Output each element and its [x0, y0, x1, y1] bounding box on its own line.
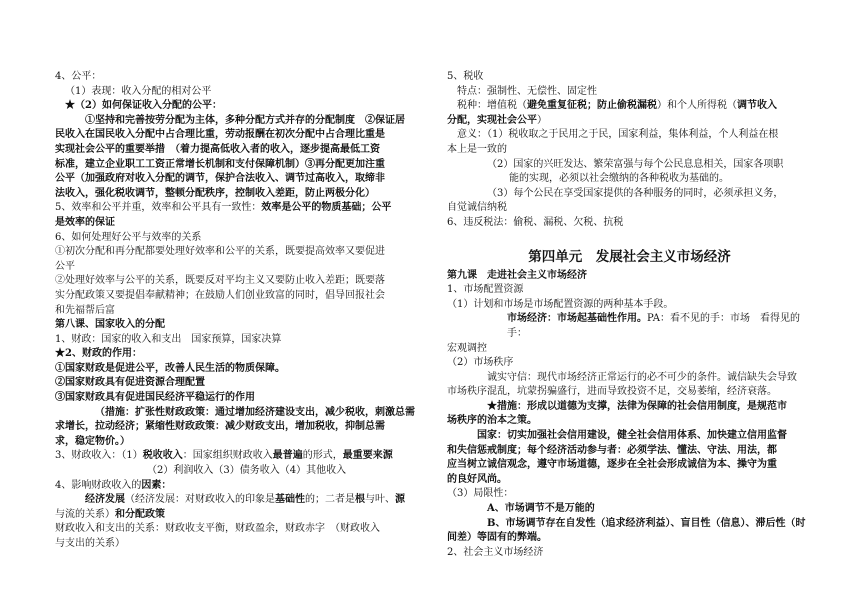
- text-span: ：国家组织财政收入: [182, 450, 273, 462]
- bold-span: 市场经济：市场起基础性作用。: [507, 313, 647, 325]
- text-line: 是效率的保证: [55, 216, 115, 228]
- text-span: 的形式，: [302, 450, 343, 462]
- text-line: 公平（加强政府对收入分配的调节，保护合法收入、调节过高收入，取缔非: [55, 173, 385, 185]
- text-line: [55, 479, 415, 494]
- bold-span: 最普遍: [272, 450, 303, 462]
- text-line: （2）利润收入（3）债务收入（4）其他收入: [147, 465, 347, 477]
- bold-span: 税收收入: [142, 450, 183, 462]
- bold-span: 分配，实现社会公平: [447, 114, 537, 126]
- text-line: 财政收入和支出的关系：财政收支平衡，财政盈余，财政赤字 （财政收入: [55, 523, 380, 535]
- text-line: [447, 114, 812, 129]
- text-line: 实分配政策又要提倡奉献精神；在鼓励人们创业致富的同时，倡导回报社会: [55, 289, 385, 301]
- text-line: ★措施：形成以道德为支撑，法律为保障的社会信用制度，是规范市: [487, 400, 787, 412]
- text-line: 实现社会公平的重要举措 （着力提高低收入者的收入，逐步提高最低工资: [55, 143, 380, 155]
- text-span: 5、效率和公平并重，效率和公平具有一致性：: [55, 202, 262, 214]
- text-span: 与流的关系）: [55, 508, 115, 520]
- text-line: ①坚持和完善按劳分配为主体，多种分配方式并存的分配制度 ②保证居: [85, 114, 405, 126]
- right-column: [447, 70, 812, 560]
- text-line: （措施：扩张性财政政策：通过增加经济建设支出，减少税收，刺激总需: [95, 406, 415, 418]
- text-line: 场秩序的治本之策。: [447, 415, 537, 427]
- text-line: 和失信惩戒制度；每个经济活动参与者：必须学法、懂法、守法、用法，都: [447, 444, 777, 456]
- subheading: ★2、财政的作用：: [55, 348, 142, 360]
- text-line: ①国家财政是促进公平，改善人民生活的物质保障。: [55, 362, 285, 374]
- text-line: [55, 449, 415, 464]
- text-line: 1、财政：国家的收入和支出 国家预算，国家决算: [55, 333, 282, 345]
- text-line: 公平: [55, 260, 75, 272]
- bold-span: 避免重复征税；防止偷税漏税: [527, 100, 657, 112]
- text-line: [55, 508, 415, 523]
- text-line: 本上是一致的: [447, 143, 507, 155]
- text-line: 4、公平：: [55, 71, 102, 82]
- text-line: 应当树立诚信观念，遵守市场道德，逐步在全社会形成诚信为本、操守为重: [447, 459, 777, 471]
- text-line: ①初次分配和再分配都要处理好效率和公平的关系，既要提高效率又要促进: [55, 246, 385, 258]
- bold-span: 因素：: [141, 479, 172, 491]
- bold-span: 效率是公平的物质基础；公平: [261, 202, 392, 214]
- text-line: （3）每个公民在享受国家提供的各种服务的同时，必须承担义务，: [487, 187, 784, 199]
- bold-span: 和分配政策: [115, 508, 165, 520]
- text-span: PA：看不见的手：市场 看得见的手：: [507, 313, 801, 339]
- text-line: 市场秩序混乱，坑蒙拐骗盛行，进而导致投资不足，交易萎缩，经济衰落。: [447, 386, 777, 398]
- text-line: 6、如何处理好公平与效率的关系: [55, 231, 202, 243]
- text-line: （1）计划和市场是市场配置资源的两种基本手段。: [447, 298, 674, 310]
- text-line: 自觉诚信纳税: [447, 202, 507, 214]
- text-line: 诚实守信：现代市场经济正常运行的必不可少的条件。诚信缺失会导致: [487, 371, 797, 383]
- text-line: （2）市场秩序: [447, 357, 514, 369]
- text-line: ②处理好效率与公平的关系，既要反对平均主义又要防止收入差距；既要落: [55, 275, 385, 287]
- text-line: ③国家财政具有促进国民经济平稳运行的作用: [55, 392, 255, 404]
- text-line: 6、违反税法：偷税、漏税、欠税、抗税: [447, 216, 624, 228]
- lesson-heading: 第八课、国家收入的分配: [55, 319, 165, 331]
- text-line: B、市场调节存在自发性（追求经济利益）、盲目性（信息）、滞后性（时: [487, 517, 806, 529]
- bold-span: 根: [355, 494, 365, 506]
- unit-title: 第四单元 发展社会主义市场经济: [528, 248, 731, 265]
- text-line: （1）表现：收入分配的相对公平: [65, 85, 212, 97]
- text-line: 民收入在国民收入分配中占合理比重，劳动报酬在初次分配中占合理比重是: [55, 129, 385, 141]
- text-line: 标准，建立企业职工工资正常增长机制和支付保障机制）③再分配更加注重: [55, 158, 385, 170]
- text-line: ②国家财政具有促进资源合理配置: [55, 377, 205, 389]
- text-line: 的良好风尚。: [447, 473, 507, 485]
- text-line: [447, 312, 812, 341]
- text-span: 的；二者是: [305, 494, 355, 506]
- text-line: 5、税收: [447, 71, 484, 82]
- bold-span: 基础性: [275, 494, 305, 506]
- text-line: 1、市场配置资源: [447, 284, 524, 296]
- bold-span: 最重要来源: [342, 450, 393, 462]
- text-line: （3）局限性：: [447, 488, 514, 500]
- text-span: 税种：增值税（: [457, 100, 527, 112]
- text-span: （经济发展：对财政收入的印象是: [125, 494, 275, 506]
- bold-span: 源: [395, 494, 405, 506]
- text-line: 与支出的关系）: [55, 538, 125, 549]
- text-line: 2、社会主义市场经济: [447, 546, 544, 558]
- bold-span: 调节收入: [737, 100, 777, 112]
- text-span: ）和个人所得税（: [657, 100, 737, 112]
- text-line: 求增长，拉动经济；紧缩性财政政策：减少财政支出，增加税收，抑制总需: [55, 421, 385, 433]
- text-line: [55, 201, 415, 216]
- text-line: 国家：切实加强社会信用建设，健全社会信用体系、加快建立信用监督: [477, 430, 787, 442]
- text-line: （2）国家的兴旺发达、繁荣富强与每个公民息息相关，国家各项职: [487, 158, 784, 170]
- text-line: 间差）等固有的弊端。: [447, 532, 547, 544]
- text-line: 求，稳定物价。）: [55, 435, 130, 447]
- text-span: 3、财政收入：（1）: [55, 450, 143, 462]
- lesson-heading: 第九课 走进社会主义市场经济: [447, 269, 587, 281]
- text-line: 法收入，强化税收调节，整顿分配秩序，控制收入差距，防止两极分化）: [55, 187, 375, 199]
- text-line: [55, 493, 415, 508]
- subheading: ★（2）如何保证收入分配的公平：: [65, 100, 222, 112]
- text-line: 宏观调控: [447, 342, 487, 354]
- text-line: 和先福帮后富: [55, 304, 115, 316]
- bold-span: 经济发展: [85, 494, 125, 506]
- text-line: 意义：（1）税收取之于民用之于民，国家利益，集体利益，个人利益在根: [457, 129, 779, 141]
- left-column: [55, 70, 415, 552]
- text-line: 特点：强制性、无偿性、固定性: [457, 85, 597, 97]
- text-line: A、市场调节不是万能的: [487, 503, 595, 515]
- text-span: 4、影响财政收入的: [55, 479, 142, 491]
- text-span: 与叶、: [365, 494, 395, 506]
- text-line: [447, 99, 812, 114]
- text-line: 能的实现，必须以社会缴纳的各种税收为基础的。: [509, 173, 729, 185]
- text-span: ）: [537, 114, 547, 126]
